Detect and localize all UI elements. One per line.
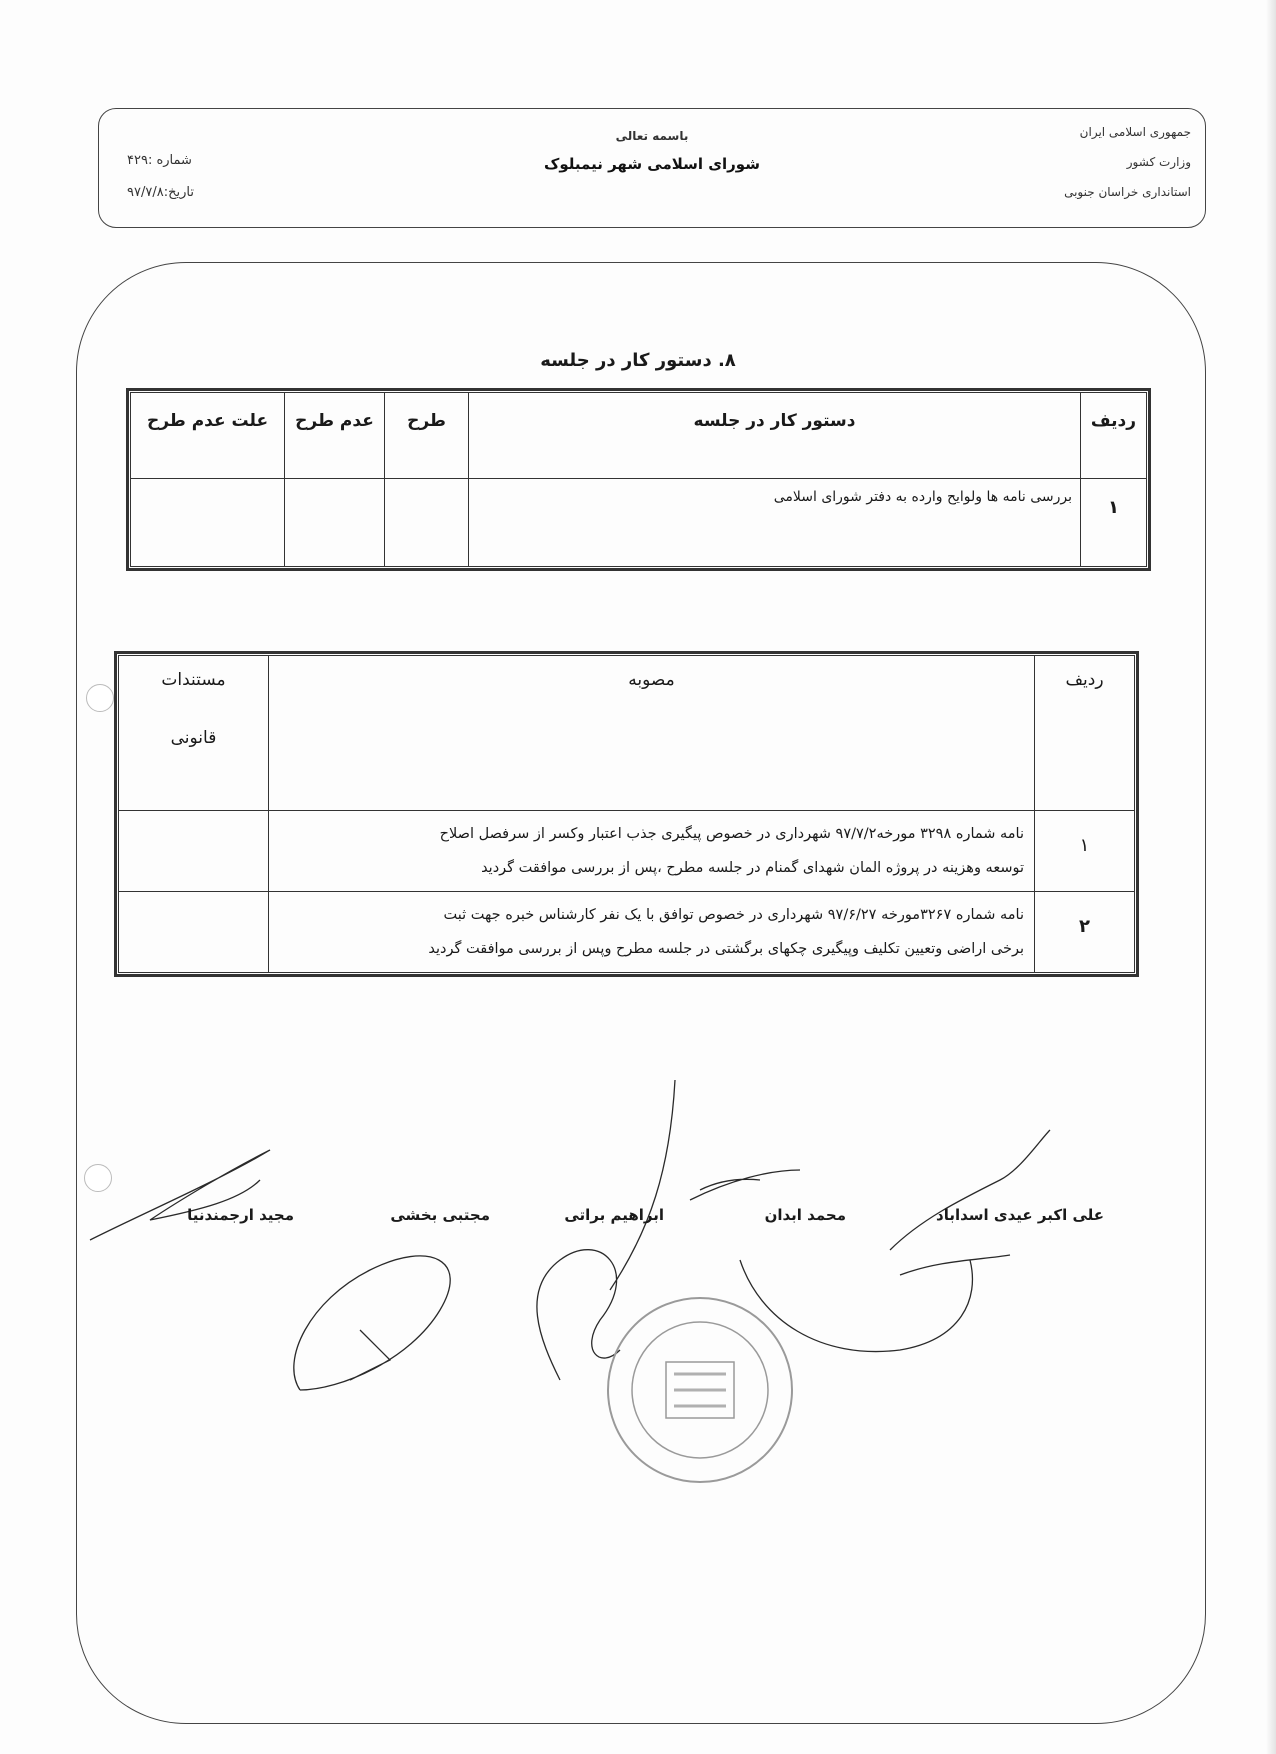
signatory-name: ابراهیم براتی xyxy=(564,1206,664,1224)
letter-date: تاریخ:۹۷/۷/۸ xyxy=(127,185,194,200)
header-country: جمهوری اسلامی ایران xyxy=(1079,125,1191,139)
agenda-table xyxy=(130,392,1147,567)
page-edge-shadow xyxy=(1266,0,1276,1754)
signatory-name: مجید ارجمندنیا xyxy=(187,1206,294,1224)
letterhead xyxy=(98,108,1206,228)
agenda-row-reason xyxy=(131,479,285,567)
table-row xyxy=(119,892,1135,973)
signatory-name: محمد ابدان xyxy=(764,1206,846,1224)
agenda-col-reason: علت عدم طرح xyxy=(131,393,285,479)
legal-label-line2: قانونی xyxy=(170,728,217,748)
agenda-row-plan xyxy=(385,479,469,567)
agenda-col-no-plan: عدم طرح xyxy=(285,393,385,479)
resolution-row-text xyxy=(269,892,1035,973)
header-invocation: باسمه تعالی xyxy=(615,129,689,143)
signatories-row xyxy=(0,1206,1276,1236)
agenda-col-item: دستور کار در جلسه xyxy=(469,393,1081,479)
section-title: ۸. دستور کار در جلسه xyxy=(540,350,736,371)
agenda-col-no: ردیف xyxy=(1081,393,1147,479)
header-council-name: شورای اسلامی شهر نیمبلوک xyxy=(544,155,760,173)
punch-hole xyxy=(86,684,114,712)
resolutions-header-row xyxy=(119,656,1135,811)
resolutions-table xyxy=(118,655,1135,973)
header-ministry: وزارت کشور xyxy=(1126,155,1191,169)
resolution-row-legal xyxy=(119,892,269,973)
resolution-row-no: ۱ xyxy=(1035,811,1135,892)
agenda-col-plan: طرح xyxy=(385,393,469,479)
resolution-row-legal xyxy=(119,811,269,892)
resolution-line: نامه شماره ۳۲۶۷مورخه ۹۷/۶/۲۷ شهرداری در خصوص توافق با یک نفر کارشناس خبره جهت ثبت xyxy=(443,907,1024,923)
table-row xyxy=(131,479,1147,567)
header-province: استانداری خراسان جنوبی xyxy=(1064,185,1191,199)
resolutions-col-no: ردیف xyxy=(1035,656,1135,811)
agenda-row-no-plan xyxy=(285,479,385,567)
resolution-line: توسعه وهزینه در پروژه المان شهدای گمنام در جلسه مطرح ،پس از بررسی موافقت گردید xyxy=(481,860,1024,876)
resolutions-col-legal xyxy=(119,656,269,811)
signatory-name: علی اکبر عیدی اسداباد xyxy=(936,1206,1104,1224)
legal-label-line1: مستندات xyxy=(161,670,226,690)
signatory-name: مجتبی بخشی xyxy=(390,1206,490,1224)
resolution-row-text xyxy=(269,811,1035,892)
resolutions-col-resolution: مصوبه xyxy=(269,656,1035,811)
agenda-row-no: ۱ xyxy=(1081,479,1147,567)
resolution-line: برخی اراضی وتعیین تکلیف وپیگیری چکهای برگشتی در جلسه مطرح وپس از بررسی موافقت گردید xyxy=(428,941,1024,957)
letter-number: شماره :۴۲۹ xyxy=(127,153,192,168)
council-seal xyxy=(600,1290,800,1490)
table-row xyxy=(119,811,1135,892)
resolution-line: نامه شماره ۳۲۹۸ مورخه۹۷/۷/۲ شهرداری در خصوص پیگیری جذب اعتبار وکسر از سرفصل اصلاح xyxy=(439,826,1024,842)
punch-hole xyxy=(84,1164,112,1192)
agenda-header-row xyxy=(131,393,1147,479)
agenda-row-item: بررسی نامه ها ولوایح وارده به دفتر شورای اسلامی xyxy=(469,479,1081,567)
resolution-row-no: ۲ xyxy=(1035,892,1135,973)
